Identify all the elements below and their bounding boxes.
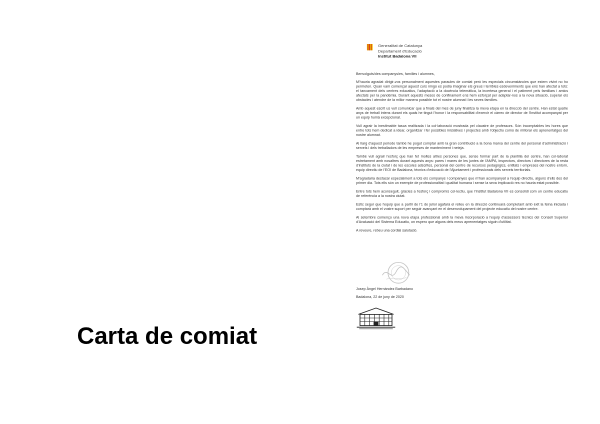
letter-paragraph: Estic segur que l'equip que a partir de l'1 de juliol agafarà el relleu en la direcció continuarà completant amb èxit la feina iniciada i comptarà amb el vostre suport per seguir avançant en el desenvolupament del projecte educatiu del nostre centre. [356,202,568,211]
letter-paragraph: M'hauria agradat dirigir-vos personalment aquestes paraules de comiat però les especials circumstàncies que estem vivint no ho permeten. Quan vam començar aquest curs ningú es podia imaginar els greus i terribles esdeveniments que ens han afectat a tots: el tancament dels centres educatius, l'adaptació a la docència telemàtica, la incertesa general i el patiment pels familiars i amics afectats per la pandèmia. Durant aquests mesos de confinament ens hem esforçat per adaptar-nos a la nova situació, superar els obstacles i atendre de la millor manera possible tot el nostre alumnat i les seves famílies. [356,79,568,102]
letter-paragraph: També vull agrair l'esforç que han fet moltes altres persones que, sense formar part de la plantilla del centre, han col·laborat estretament amb nosaltres durant aquests anys: pares i mares de les juntes de l'AMPA, inspectors, directors i directores de la resta d'instituts de la ciutat i de les escoles adscrites, personal del centre de recursos pedagògics, entitats i empreses del nostre entorn, equip directiu de l'EOI de Badalona, tècnics d'educació de l'Ajuntament i professionals dels serveis territorials. [356,154,568,172]
slide-title: Carta de comiat [77,323,258,350]
letter-place-date: Badalona, 22 de juny de 2020 [356,294,404,299]
letter-greeting: Benvolguts/des companys/es, famílies i alumnes, [356,72,435,76]
letter-paragraph: Vull agrair la inestimable tasca realitzada i la col·laboració mostrada pel claustre de professors. Són incomptables les hores que entre tots hem dedicat a idear, organitzar i fer possibles iniciatives i projectes amb l'objectiu comú de millorar els aprenentatges del nostre alumnat. [356,123,568,137]
generalitat-logo [367,44,373,50]
official-stamp [381,259,413,286]
letter-body [356,72,568,237]
school-building-image [356,306,396,331]
letter-paragraph: Al setembre començo una nova etapa professional amb la meva incorporació a l'equip d'assessors tècnics del Consell Superior d'Avaluació del Sistema Educatiu, on espero que alguns dels meus aprenentatges siguin d'utilitat. [356,215,568,224]
letter-paragraph: M'agradaria destacar especialment a tots els companys i companyes que m'han acompanyat a l'equip directiu, alguns d'ells des del primer dia. Tots ells són un exemple de professionalitat i qualitat humana i sense la seva implicació res no hauria estat possible. [356,176,568,185]
letter-closing: A reveure, rebeu una cordial salutació. [356,228,418,233]
letter-document [356,40,568,336]
header-school: Institut Badalona VII [378,54,417,59]
letter-paragraph: Al llarg d'aquest període també he pogut comptar amb la gran contribució a la bona marxa del centre del personal d'administració i serveis i dels treballadors de les empreses de manteniment i neteja. [356,141,568,150]
header-institution: Generalitat de Catalunya [378,44,423,49]
header-department: Departament d'Educació [378,49,422,54]
letter-signatory: Josep Àngel Hernández Barbadano [356,286,414,291]
letter-paragraph: Entre tots hem aconseguit, gràcies a l'esforç i compromís col·lectiu, que l'Institut Badalona VII es consolidi com un centre educatiu de referència a la nostra ciutat. [356,189,568,198]
letter-paragraph: Amb aquest escrit us vull comunicar que a finals del mes de juny finalitza la meva etapa en la direcció del centre. Han estat quatre anys de treball intens durant els quals he tingut l'honor i la responsabilitat d'exercir el càrrec de director de l'Institut acompanyat per un equip humà excepcional. [356,106,568,120]
letter-header [378,44,422,60]
